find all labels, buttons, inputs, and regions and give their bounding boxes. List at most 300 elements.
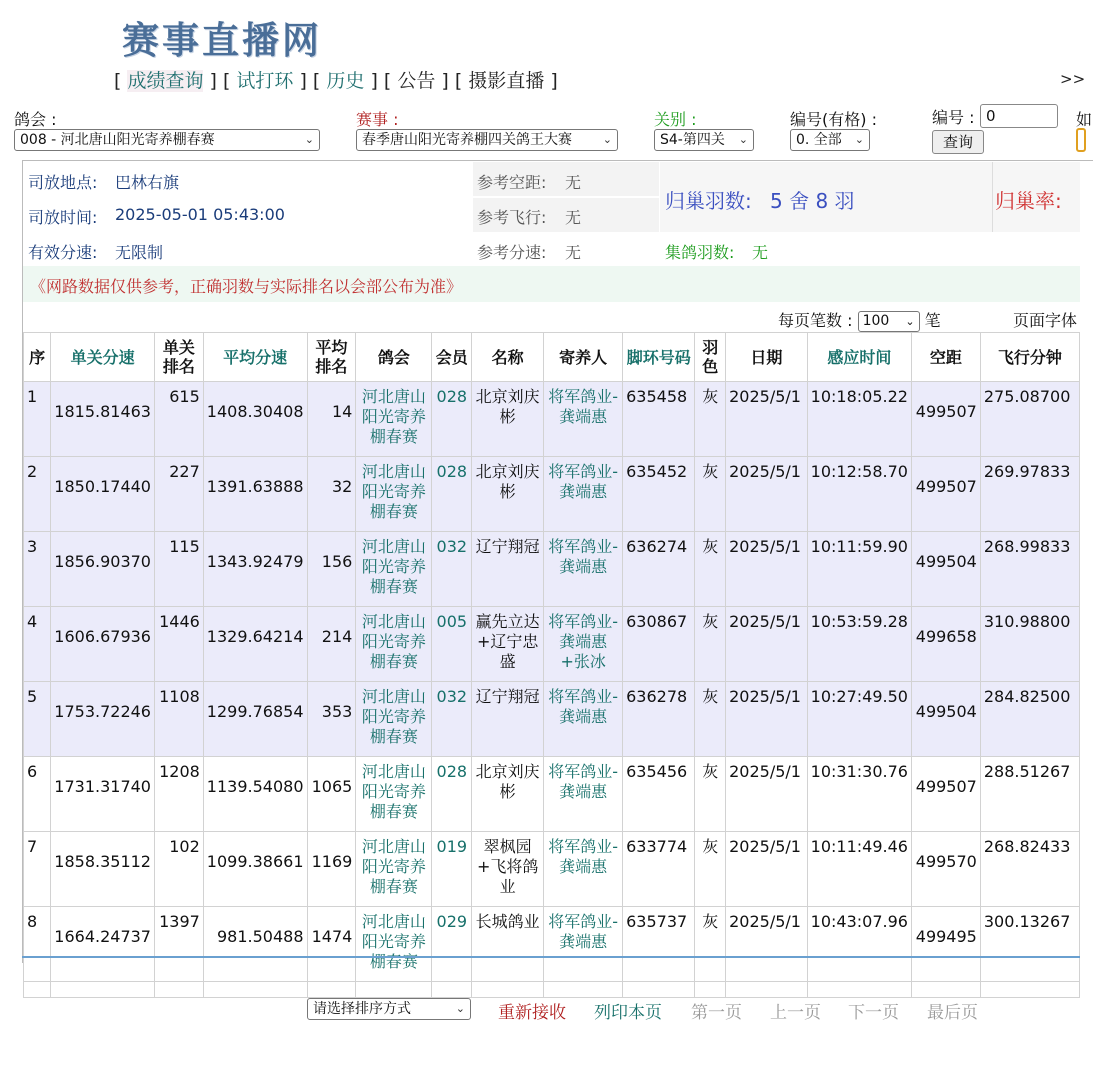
empty-cell xyxy=(695,982,726,998)
trailing-label: 如 xyxy=(1076,110,1093,129)
row-number-cell xyxy=(24,832,51,907)
chevron-down-icon: ⌄ xyxy=(304,133,314,146)
sort-select[interactable] xyxy=(307,998,471,1020)
avg-speed: 1139.54080 xyxy=(206,777,304,796)
keeper-link[interactable]: 将军鸽业-龚端惠 xyxy=(548,837,619,876)
empty-cell xyxy=(911,982,980,998)
member-name-cell xyxy=(472,457,544,532)
ring-number: 635452 xyxy=(626,462,688,481)
club-link[interactable]: 河北唐山阳光寄养棚春赛 xyxy=(361,537,426,596)
reload-link[interactable]: 重新接收 xyxy=(498,1003,566,1023)
distance: 499658 xyxy=(915,627,977,646)
member-name-cell xyxy=(472,382,544,457)
flight-minutes-cell xyxy=(980,457,1079,532)
keeper-link-cell[interactable] xyxy=(544,607,623,682)
font-size-label: 页面字体 xyxy=(1013,311,1078,330)
club-link[interactable]: 河北唐山阳光寄养棚春赛 xyxy=(361,837,426,896)
release-place: 巴林右旗 xyxy=(115,173,180,192)
col-header: 羽色 xyxy=(695,333,726,382)
feather-color: 灰 xyxy=(702,687,719,706)
club-select[interactable] xyxy=(14,129,320,151)
club-link-cell[interactable] xyxy=(356,907,432,982)
release-place-label: 司放地点: xyxy=(28,173,98,192)
club-link-cell[interactable] xyxy=(356,682,432,757)
flight-minutes-cell xyxy=(980,532,1079,607)
row-number-cell xyxy=(24,757,51,832)
empty-cell xyxy=(51,982,155,998)
club-link-cell[interactable] xyxy=(356,457,432,532)
club-link-cell[interactable] xyxy=(356,757,432,832)
ref-distance-label: 参考空距: xyxy=(477,173,547,192)
single-speed-cell xyxy=(51,532,155,607)
distance-cell xyxy=(911,457,980,532)
club-link[interactable]: 河北唐山阳光寄养棚春赛 xyxy=(361,612,426,671)
keeper-link-cell[interactable] xyxy=(544,382,623,457)
avg-speed-cell xyxy=(203,382,307,457)
empty-cell xyxy=(307,982,356,998)
feather-color-cell xyxy=(695,757,726,832)
col-header: 名称 xyxy=(472,333,544,382)
flight-minutes-cell xyxy=(980,682,1079,757)
flight-minutes: 268.82433 xyxy=(983,837,1071,856)
stage-label: 关别 : xyxy=(654,110,697,129)
ring-number: 636278 xyxy=(626,687,688,706)
nav-results[interactable]: 成绩查询 xyxy=(127,70,204,92)
last-page-link[interactable]: 最后页 xyxy=(927,1003,978,1023)
single-speed-cell xyxy=(51,832,155,907)
avg-rank-cell xyxy=(307,907,356,982)
arrival-time-cell xyxy=(807,457,911,532)
member-name: 北京刘庆彬 xyxy=(475,462,540,501)
empty-cell xyxy=(980,982,1079,998)
avg-rank: 1169 xyxy=(311,852,353,871)
next-page-link[interactable]: 下一页 xyxy=(848,1003,899,1023)
arrival-date: 2025/5/1 xyxy=(729,912,801,931)
print-link[interactable]: 列印本页 xyxy=(594,1003,662,1023)
avg-rank-cell xyxy=(307,757,356,832)
member-link[interactable]: 028 xyxy=(436,762,468,781)
keeper-link[interactable]: 将军鸽业-龚端惠 xyxy=(548,687,619,726)
chevron-down-icon: ⌄ xyxy=(738,133,748,146)
distance-cell xyxy=(911,907,980,982)
row-number: 8 xyxy=(27,912,38,931)
ring-number: 630867 xyxy=(626,612,688,631)
arrival-time-cell xyxy=(807,532,911,607)
feather-color: 灰 xyxy=(702,537,719,556)
distance: 499507 xyxy=(915,477,977,496)
member-name: 辽宁翔冠 xyxy=(475,537,540,556)
club-link-cell[interactable] xyxy=(356,832,432,907)
member-name: 北京刘庆彬 xyxy=(475,387,540,426)
col-header-sort[interactable]: 感应时间 xyxy=(807,333,911,382)
table-row xyxy=(24,607,1080,682)
col-header: 寄养人 xyxy=(544,333,623,382)
single-rank: 227 xyxy=(169,462,200,481)
table-row xyxy=(24,382,1080,457)
row-number: 4 xyxy=(27,612,38,631)
arrival-time: 10:11:59.90 xyxy=(810,537,908,556)
col-header-sort[interactable]: 脚环号码 xyxy=(623,333,695,382)
avg-speed-cell xyxy=(203,532,307,607)
return-rate-label: 归巢率: xyxy=(995,189,1062,213)
cut-off-button[interactable] xyxy=(1076,128,1086,152)
empty-cell xyxy=(432,982,472,998)
arrival-date-cell xyxy=(726,607,808,682)
row-number-cell xyxy=(24,532,51,607)
club-link-cell[interactable] xyxy=(356,532,432,607)
avg-rank-cell xyxy=(307,682,356,757)
row-number-cell xyxy=(24,682,51,757)
member-link-cell[interactable] xyxy=(432,757,472,832)
race-label: 赛事 : xyxy=(356,110,399,129)
member-name-cell xyxy=(472,757,544,832)
per-page-select[interactable] xyxy=(858,311,920,332)
distance-cell xyxy=(911,757,980,832)
distance-cell xyxy=(911,832,980,907)
race-select-value: 春季唐山阳光寄养棚四关鸽王大赛 xyxy=(362,132,572,148)
ring-number: 636274 xyxy=(626,537,688,556)
arrival-date-cell xyxy=(726,832,808,907)
row-number-cell xyxy=(24,457,51,532)
single-rank: 102 xyxy=(169,837,200,856)
distance: 499507 xyxy=(915,402,977,421)
single-rank-cell xyxy=(154,532,203,607)
avg-speed: 1299.76854 xyxy=(206,702,304,721)
avg-rank-cell xyxy=(307,832,356,907)
avg-speed-cell xyxy=(203,832,307,907)
arrival-time: 10:43:07.96 xyxy=(810,912,908,931)
nav-announcement[interactable]: 公告 xyxy=(397,70,436,92)
distance-cell xyxy=(911,607,980,682)
avg-rank: 353 xyxy=(321,702,353,721)
arrival-time: 10:53:59.28 xyxy=(810,612,908,631)
feather-color-cell xyxy=(695,907,726,982)
single-speed: 1850.17440 xyxy=(54,477,151,496)
arrival-time-cell xyxy=(807,832,911,907)
member-link-cell[interactable] xyxy=(432,457,472,532)
distance-cell xyxy=(911,382,980,457)
member-link[interactable]: 028 xyxy=(436,387,468,406)
ring-number-cell xyxy=(623,757,695,832)
col-header: 序 xyxy=(24,333,51,382)
table-row-empty xyxy=(24,982,1080,998)
empty-cell xyxy=(356,982,432,998)
col-header-sort[interactable]: 平均分速 xyxy=(203,333,307,382)
row-number-cell xyxy=(24,907,51,982)
avg-speed: 981.50488 xyxy=(216,927,304,946)
chevron-down-icon: ⌄ xyxy=(905,315,915,328)
table-row xyxy=(24,907,1080,982)
club-link-cell[interactable] xyxy=(356,607,432,682)
col-header: 单关排名 xyxy=(154,333,203,382)
keeper-link-cell[interactable] xyxy=(544,532,623,607)
divider xyxy=(992,162,993,232)
nav-test-ring[interactable]: 试打环 xyxy=(236,70,294,92)
no-label: 编号 : xyxy=(932,108,975,127)
avg-speed: 1391.63888 xyxy=(206,477,304,496)
col-header: 日期 xyxy=(726,333,808,382)
feather-color: 灰 xyxy=(702,462,719,481)
row-number: 7 xyxy=(27,837,38,856)
single-rank-cell xyxy=(154,907,203,982)
member-link[interactable]: 028 xyxy=(436,462,468,481)
avg-rank: 32 xyxy=(331,477,353,496)
single-speed-cell xyxy=(51,907,155,982)
single-rank: 1397 xyxy=(159,912,200,931)
avg-rank: 1474 xyxy=(311,927,353,946)
keeper-link-cell[interactable] xyxy=(544,832,623,907)
arrival-date: 2025/5/1 xyxy=(729,762,801,781)
chevron-down-icon: ⌄ xyxy=(602,133,612,146)
distance: 499504 xyxy=(915,702,977,721)
member-link-cell[interactable] xyxy=(432,382,472,457)
site-logo: 赛事直播网 xyxy=(122,18,322,62)
keeper-link-cell[interactable] xyxy=(544,457,623,532)
sort-select-value: 请选择排序方式 xyxy=(313,1001,411,1017)
avg-speed-cell xyxy=(203,607,307,682)
ref-flight: 无 xyxy=(565,208,582,227)
chevron-down-icon: ⌄ xyxy=(854,133,864,146)
ring-number: 635737 xyxy=(626,912,688,931)
returned-count: 5 舍 8 羽 xyxy=(770,189,855,213)
single-rank-cell xyxy=(154,382,203,457)
table-header-row xyxy=(24,333,1080,382)
arrival-time: 10:18:05.22 xyxy=(810,387,908,406)
single-speed: 1731.31740 xyxy=(54,777,151,796)
ref-flight-label: 参考飞行: xyxy=(477,208,547,227)
member-no-label: 编号(有格) : xyxy=(790,110,877,129)
row-number-cell xyxy=(24,607,51,682)
keeper-link-cell[interactable] xyxy=(544,757,623,832)
stage-select[interactable] xyxy=(654,129,754,151)
keeper-link[interactable]: 将军鸽业-龚端惠 xyxy=(548,462,619,501)
keeper-link-cell[interactable] xyxy=(544,682,623,757)
table-row xyxy=(24,532,1080,607)
single-speed: 1606.67936 xyxy=(54,627,151,646)
single-rank-cell xyxy=(154,607,203,682)
feather-color-cell xyxy=(695,607,726,682)
flight-minutes: 275.08700 xyxy=(983,387,1071,406)
single-speed-cell xyxy=(51,382,155,457)
flight-minutes: 310.98800 xyxy=(983,612,1071,631)
ref-speed-label: 参考分速: xyxy=(477,243,547,262)
member-link[interactable]: 032 xyxy=(436,537,468,556)
gathered-label: 集鸽羽数: xyxy=(665,243,735,262)
member-name-cell xyxy=(472,607,544,682)
flight-minutes: 300.13267 xyxy=(983,912,1071,931)
avg-rank: 14 xyxy=(331,402,353,421)
arrival-date: 2025/5/1 xyxy=(729,837,801,856)
query-button[interactable]: 查询 xyxy=(932,130,984,154)
keeper-link[interactable]: 将军鸽业-龚端惠 xyxy=(548,537,619,576)
flight-minutes-cell xyxy=(980,757,1079,832)
member-name: 长城鸽业 xyxy=(475,912,540,931)
keeper-link[interactable]: 将军鸽业-龚端惠 xyxy=(548,387,619,426)
arrival-date: 2025/5/1 xyxy=(729,462,801,481)
flight-minutes-cell xyxy=(980,382,1079,457)
arrival-time-cell xyxy=(807,757,911,832)
avg-speed-cell xyxy=(203,457,307,532)
empty-cell xyxy=(154,982,203,998)
col-header: 飞行分钟 xyxy=(980,333,1079,382)
member-link-cell[interactable] xyxy=(432,832,472,907)
keeper-link-cell[interactable] xyxy=(544,907,623,982)
col-header: 空距 xyxy=(911,333,980,382)
distance-cell xyxy=(911,532,980,607)
arrival-date: 2025/5/1 xyxy=(729,687,801,706)
keeper-link[interactable]: 将军鸽业-龚端惠 xyxy=(548,912,619,951)
table-row xyxy=(24,682,1080,757)
club-link[interactable]: 河北唐山阳光寄养棚春赛 xyxy=(361,387,426,446)
table-bottom-border xyxy=(22,956,1080,958)
empty-cell xyxy=(623,982,695,998)
ref-speed: 无 xyxy=(565,243,582,262)
table-row xyxy=(24,832,1080,907)
race-select[interactable] xyxy=(356,129,618,151)
row-number: 3 xyxy=(27,537,38,556)
avg-speed-cell xyxy=(203,757,307,832)
single-speed: 1858.35112 xyxy=(54,852,151,871)
single-rank: 115 xyxy=(169,537,200,556)
row-number: 2 xyxy=(27,462,38,481)
release-time: 2025-05-01 05:43:00 xyxy=(115,205,285,224)
member-link[interactable]: 029 xyxy=(436,912,468,931)
member-name: 赢先立达+辽宁忠盛 xyxy=(475,612,540,671)
empty-cell xyxy=(807,982,911,998)
gathered-count: 无 xyxy=(752,243,769,262)
feather-color: 灰 xyxy=(702,912,719,931)
flight-minutes: 268.99833 xyxy=(983,537,1071,556)
avg-rank: 1065 xyxy=(311,777,353,796)
ring-number-cell xyxy=(623,457,695,532)
row-number-cell xyxy=(24,382,51,457)
avg-rank: 214 xyxy=(321,627,353,646)
ring-number-cell xyxy=(623,832,695,907)
member-name-cell xyxy=(472,832,544,907)
club-link-cell[interactable] xyxy=(356,382,432,457)
avg-rank: 156 xyxy=(321,552,353,571)
feather-color: 灰 xyxy=(702,837,719,856)
member-link-cell[interactable] xyxy=(432,907,472,982)
member-link-cell[interactable] xyxy=(432,607,472,682)
distance: 499504 xyxy=(915,552,977,571)
row-number: 1 xyxy=(27,387,38,406)
single-speed-cell xyxy=(51,682,155,757)
avg-speed: 1408.30408 xyxy=(206,402,304,421)
per-page-value: 100 xyxy=(862,313,890,329)
table-row xyxy=(24,757,1080,832)
arrival-date-cell xyxy=(726,757,808,832)
avg-speed: 1099.38661 xyxy=(206,852,304,871)
empty-cell xyxy=(203,982,307,998)
empty-cell xyxy=(24,982,51,998)
club-link[interactable]: 河北唐山阳光寄养棚春赛 xyxy=(361,762,426,821)
feather-color-cell xyxy=(695,457,726,532)
ring-number-cell xyxy=(623,532,695,607)
ring-number: 635456 xyxy=(626,762,688,781)
keeper-link[interactable]: 将军鸽业-龚端惠+张冰 xyxy=(548,612,619,671)
valid-speed-label: 有效分速: xyxy=(28,243,98,262)
top-nav: [ 成绩查询 ] [ 试打环 ] [ 历史 ] [ 公告 ] [ 摄影直播 ] xyxy=(114,70,558,92)
ring-number-cell xyxy=(623,607,695,682)
single-rank-cell xyxy=(154,832,203,907)
member-link[interactable]: 032 xyxy=(436,687,468,706)
single-rank-cell xyxy=(154,757,203,832)
arrival-time: 10:12:58.70 xyxy=(810,462,908,481)
distance: 499507 xyxy=(915,777,977,796)
feather-color: 灰 xyxy=(702,762,719,781)
avg-speed-cell xyxy=(203,907,307,982)
arrival-date-cell xyxy=(726,532,808,607)
member-link[interactable]: 005 xyxy=(436,612,468,631)
ref-distance: 无 xyxy=(565,173,582,192)
feather-color-cell xyxy=(695,532,726,607)
member-name-cell xyxy=(472,682,544,757)
arrival-date: 2025/5/1 xyxy=(729,612,801,631)
single-rank: 1208 xyxy=(159,762,200,781)
single-speed: 1815.81463 xyxy=(54,402,151,421)
per-page-control xyxy=(778,308,941,332)
arrival-date-cell xyxy=(726,907,808,982)
ring-number: 633774 xyxy=(626,837,688,856)
member-no-select-value: 0. 全部 xyxy=(796,132,842,148)
single-rank-cell xyxy=(154,682,203,757)
flight-minutes: 269.97833 xyxy=(983,462,1071,481)
distance-cell xyxy=(911,682,980,757)
more-link[interactable]: >> xyxy=(1060,70,1086,88)
member-link[interactable]: 019 xyxy=(436,837,468,856)
first-page-link[interactable]: 第一页 xyxy=(691,1003,742,1023)
nav-photo-live[interactable]: 摄影直播 xyxy=(468,70,545,92)
club-link[interactable]: 河北唐山阳光寄养棚春赛 xyxy=(361,462,426,521)
feather-color: 灰 xyxy=(702,387,719,406)
club-link[interactable]: 河北唐山阳光寄养棚春赛 xyxy=(361,912,426,971)
arrival-date-cell xyxy=(726,382,808,457)
member-link-cell[interactable] xyxy=(432,532,472,607)
member-name: 辽宁翔冠 xyxy=(475,687,540,706)
keeper-link[interactable]: 将军鸽业-龚端惠 xyxy=(548,762,619,801)
member-no-select[interactable] xyxy=(790,129,870,151)
member-name-cell xyxy=(472,907,544,982)
feather-color-cell xyxy=(695,382,726,457)
row-number: 6 xyxy=(27,762,38,781)
single-speed: 1753.72246 xyxy=(54,702,151,721)
col-header-sort[interactable]: 单关分速 xyxy=(51,333,155,382)
single-rank: 1446 xyxy=(159,612,200,631)
no-input[interactable]: 0 xyxy=(980,104,1058,128)
per-page-unit: 笔 xyxy=(924,311,941,330)
col-header: 会员 xyxy=(432,333,472,382)
avg-rank-cell xyxy=(307,382,356,457)
per-page-label: 每页笔数 : xyxy=(778,311,853,330)
member-link-cell[interactable] xyxy=(432,682,472,757)
flight-minutes-cell xyxy=(980,607,1079,682)
single-rank-cell xyxy=(154,457,203,532)
prev-page-link[interactable]: 上一页 xyxy=(770,1003,821,1023)
release-time-label: 司放时间: xyxy=(28,208,98,227)
flight-minutes: 284.82500 xyxy=(983,687,1071,706)
club-label: 鸽会 : xyxy=(14,110,57,129)
empty-cell xyxy=(726,982,808,998)
nav-history[interactable]: 历史 xyxy=(326,70,365,92)
single-speed-cell xyxy=(51,757,155,832)
club-link[interactable]: 河北唐山阳光寄养棚春赛 xyxy=(361,687,426,746)
avg-rank-cell xyxy=(307,457,356,532)
table-row xyxy=(24,457,1080,532)
member-name: 翠枫园+飞将鸽业 xyxy=(476,837,539,896)
row-number: 5 xyxy=(27,687,38,706)
feather-color-cell xyxy=(695,832,726,907)
